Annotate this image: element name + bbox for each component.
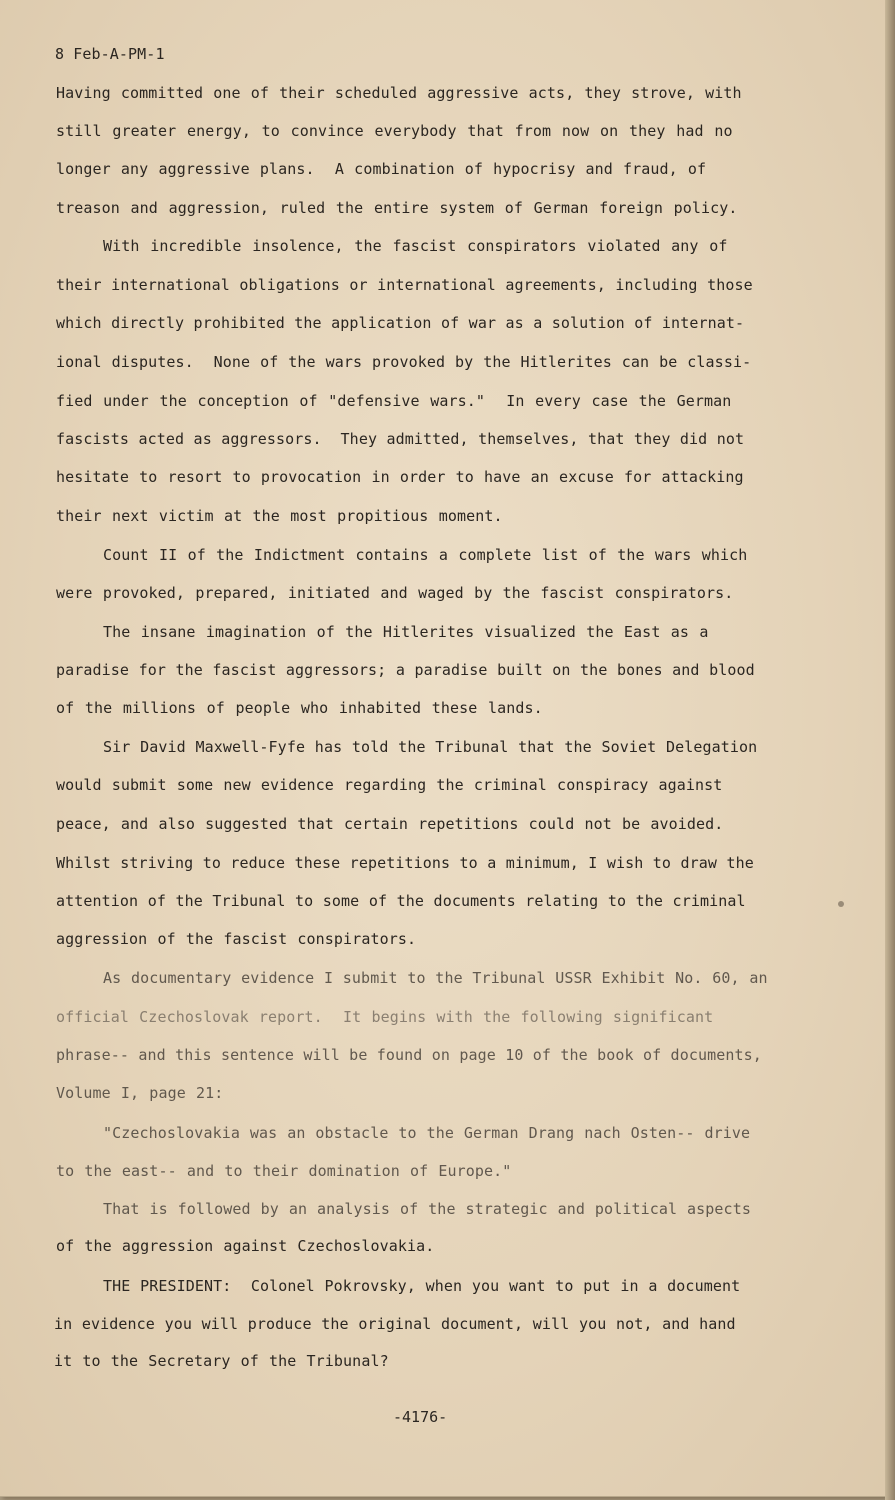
- paper-blemish: [838, 901, 844, 907]
- text-line: of the millions of people who inhabited these lands.: [56, 699, 543, 717]
- text-line: ional disputes. None of the wars provoked by the Hitlerites can be classi-: [56, 353, 752, 371]
- text-line: were provoked, prepared, initiated and waged by the fascist conspirators.: [56, 584, 734, 602]
- text-line: THE PRESIDENT: Colonel Pokrovsky, when you want to put in a document: [103, 1277, 741, 1295]
- text-line: Having committed one of their scheduled aggressive acts, they strove, with: [56, 84, 742, 102]
- text-line: still greater energy, to convince everybody that from now on they had no: [56, 122, 733, 140]
- text-line: As documentary evidence I submit to the Tribunal USSR Exhibit No. 60, an: [103, 969, 768, 987]
- text-line: peace, and also suggested that certain repetitions could not be avoided.: [56, 815, 724, 833]
- text-line: phrase-- and this sentence will be found on page 10 of the book of documents,: [56, 1046, 762, 1064]
- text-line: Sir David Maxwell-Fyfe has told the Tribunal that the Soviet Delegation: [103, 738, 758, 756]
- text-line: which directly prohibited the application of war as a solution of internat-: [56, 314, 745, 332]
- text-line: longer any aggressive plans. A combination of hypocrisy and fraud, of: [56, 160, 707, 178]
- text-line: "Czechoslovakia was an obstacle to the German Drang nach Osten-- drive: [103, 1124, 751, 1142]
- text-line: hesitate to resort to provocation in order to have an excuse for attacking: [56, 468, 744, 486]
- text-line: attention of the Tribunal to some of the documents relating to the criminal: [56, 892, 746, 910]
- text-line: their international obligations or international agreements, including those: [56, 276, 753, 294]
- page-number: -4176-: [393, 1408, 448, 1426]
- text-line: it to the Secretary of the Tribunal?: [54, 1352, 389, 1370]
- text-line: fascists acted as aggressors. They admitted, themselves, that they did not: [56, 430, 745, 448]
- text-line: would submit some new evidence regarding the criminal conspiracy against: [56, 776, 723, 794]
- text-line: Volume I, page 21:: [56, 1084, 224, 1102]
- text-line: Whilst striving to reduce these repetitions to a minimum, I wish to draw the: [56, 854, 754, 872]
- text-line: aggression of the fascist conspirators.: [56, 930, 417, 948]
- text-line: Count II of the Indictment contains a complete list of the wars which: [103, 546, 748, 564]
- text-line: to the east-- and to their domination of Europe.": [56, 1162, 512, 1180]
- text-line: in evidence you will produce the original document, will you not, and hand: [54, 1315, 736, 1333]
- page-edge: [885, 0, 895, 1500]
- header-code: 8 Feb-A-PM-1: [55, 45, 165, 63]
- text-line: fied under the conception of "defensive wars." In every case the German: [56, 392, 732, 410]
- text-line: of the aggression against Czechoslovakia.: [56, 1237, 435, 1255]
- text-line: The insane imagination of the Hitlerites visualized the East as a: [103, 623, 709, 641]
- text-line: paradise for the fascist aggressors; a paradise built on the bones and blood: [56, 661, 755, 679]
- text-line: treason and aggression, ruled the entire system of German foreign policy.: [56, 199, 738, 217]
- text-line: That is followed by an analysis of the strategic and political aspects: [103, 1200, 751, 1218]
- text-line: their next victim at the most propitious moment.: [56, 507, 503, 525]
- text-line: official Czechoslovak report. It begins with the following significant: [56, 1008, 714, 1026]
- text-line: With incredible insolence, the fascist conspirators violated any of: [103, 237, 728, 255]
